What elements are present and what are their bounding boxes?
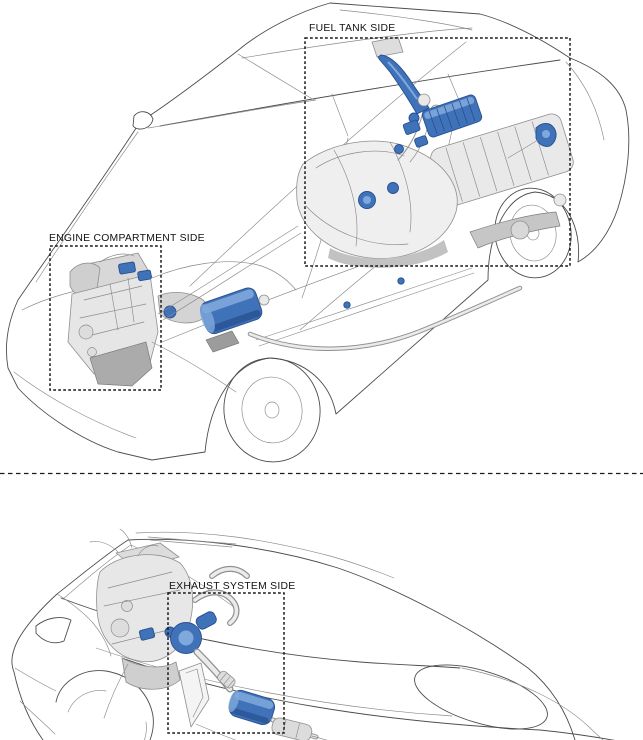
engine-mount-highlight: [118, 262, 135, 275]
bottom-panel-vehicle-cutaway: [12, 529, 618, 740]
headlight: [36, 618, 71, 643]
shaft-joint-highlight: [398, 278, 404, 284]
engine-valve-highlight: [137, 270, 151, 281]
suspension-strut: [179, 663, 209, 727]
callout-label-engine-compartment-side: ENGINE COMPARTMENT SIDE: [49, 233, 205, 244]
middle-muffler-highlight: [225, 688, 276, 727]
callout-label-exhaust-system-side: EXHAUST SYSTEM SIDE: [169, 581, 296, 592]
engine-assembly: [68, 253, 296, 392]
engine-assembly-bottom: [90, 529, 193, 718]
callout-label-fuel-tank-side: FUEL TANK SIDE: [309, 23, 396, 34]
shaft-joint-highlight: [344, 302, 350, 308]
side-mirror: [133, 112, 153, 129]
car-body-outline-bottom: [12, 532, 618, 740]
front-wheel: [216, 351, 327, 469]
rear-quarter-window: [407, 652, 554, 740]
fuel-sender-cap-highlight: [388, 183, 399, 194]
